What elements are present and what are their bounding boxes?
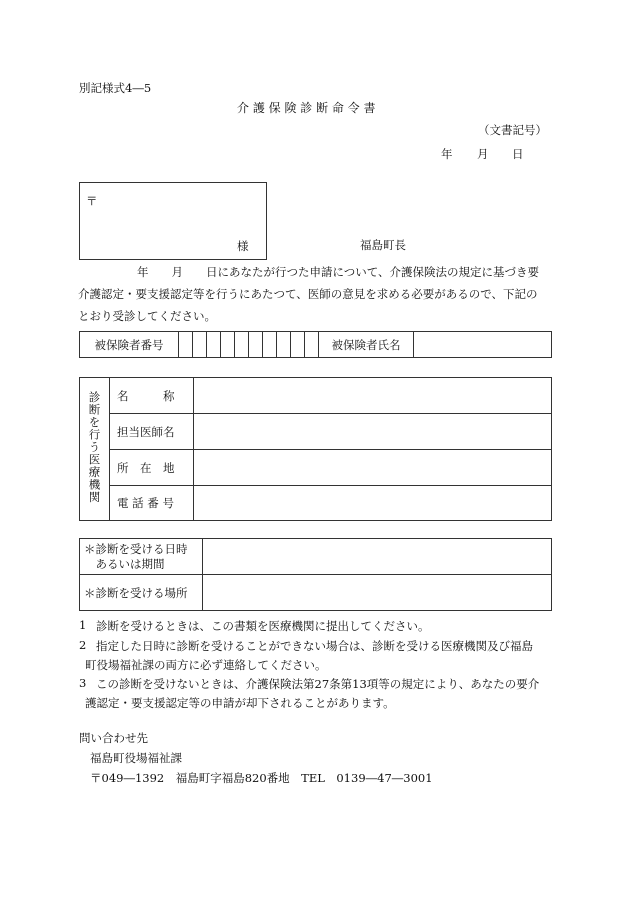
postal-mark: 〒 <box>86 194 98 208</box>
honorific: 様 <box>237 239 249 253</box>
doctor-name-field[interactable] <box>194 414 552 450</box>
digit-box[interactable] <box>291 332 305 358</box>
digit-box[interactable] <box>221 332 235 358</box>
digit-box[interactable] <box>235 332 249 358</box>
date-year: 年 <box>441 147 453 161</box>
document-title: 介 護 保 険 診 断 命 令 書 <box>237 101 376 115</box>
clinic-name-label: 名 称 <box>110 378 194 414</box>
note-2-number: 2 <box>79 638 87 652</box>
date-month: 月 <box>477 147 489 161</box>
exam-datetime-label <box>80 539 203 575</box>
digit-box[interactable] <box>263 332 277 358</box>
digit-box[interactable] <box>193 332 207 358</box>
document-number: （文書記号） <box>478 123 547 137</box>
clinic-side-label-cell <box>80 378 110 521</box>
clinic-name-field[interactable] <box>194 378 552 414</box>
insured-table <box>79 331 552 358</box>
note-2-text: 指定した日時に診断を受けることができない場合は、診断を受ける医療機関及び福島 <box>96 639 533 653</box>
clinic-phone-field[interactable] <box>194 486 552 521</box>
note-3-number: 3 <box>79 676 87 690</box>
exam-table <box>79 538 552 611</box>
exam-datetime-label-line2: あるいは期間 <box>84 556 165 571</box>
note-3-text-cont: 護認定・要支援認定等の申請が却下されることがあります。 <box>85 696 395 710</box>
digit-box[interactable] <box>277 332 291 358</box>
body-line-1: 年 月 日にあなたが行つた申請について、介護保険法の規定に基づき要 <box>137 265 540 279</box>
contact-office: 福島町役場福祉課 <box>90 751 182 765</box>
note-1-number: 1 <box>79 618 87 632</box>
exam-place-label: ＊診断を受ける場所 <box>80 575 203 611</box>
doctor-name-label: 担当医師名 <box>110 414 194 450</box>
digit-box[interactable] <box>305 332 319 358</box>
note-1-text: 診断を受けるときは、この書類を医療機関に提出してください。 <box>96 619 430 633</box>
note-3-text: この診断を受けないときは、介護保険法第27条第13項等の規定により、あなたの要介 <box>96 677 540 691</box>
exam-datetime-label-line1: ＊診断を受ける日時 <box>84 541 188 556</box>
insured-name-label: 被保険者氏名 <box>319 332 414 358</box>
clinic-side-label: 診断を行う医療機関 <box>87 391 102 504</box>
insured-number-label: 被保険者番号 <box>80 332 179 358</box>
clinic-phone-label: 電 話 番 号 <box>110 486 194 521</box>
issuer: 福島町長 <box>360 238 406 252</box>
form-id: 別記様式4―5 <box>79 81 152 95</box>
digit-box[interactable] <box>207 332 221 358</box>
clinic-address-label: 所 在 地 <box>110 450 194 486</box>
digit-box[interactable] <box>179 332 193 358</box>
address-box <box>79 182 267 260</box>
contact-address: 〒049―1392 福島町字福島820番地 TEL 0139―47―3001 <box>90 771 433 785</box>
insured-name-field[interactable] <box>414 332 552 358</box>
clinic-table <box>79 377 552 521</box>
clinic-address-field[interactable] <box>194 450 552 486</box>
date-day: 日 <box>512 147 524 161</box>
exam-datetime-field[interactable] <box>203 539 552 575</box>
digit-box[interactable] <box>249 332 263 358</box>
body-line-2: 介護認定・要支援認定等を行うにあたつて、医師の意見を求める必要があるので、下記の <box>78 287 538 301</box>
body-line-3: とおり受診してください。 <box>78 309 216 323</box>
note-2-text-cont: 町役場福祉課の両方に必ず連絡してください。 <box>85 658 327 672</box>
contact-heading: 問い合わせ先 <box>79 731 148 745</box>
exam-place-field[interactable] <box>203 575 552 611</box>
